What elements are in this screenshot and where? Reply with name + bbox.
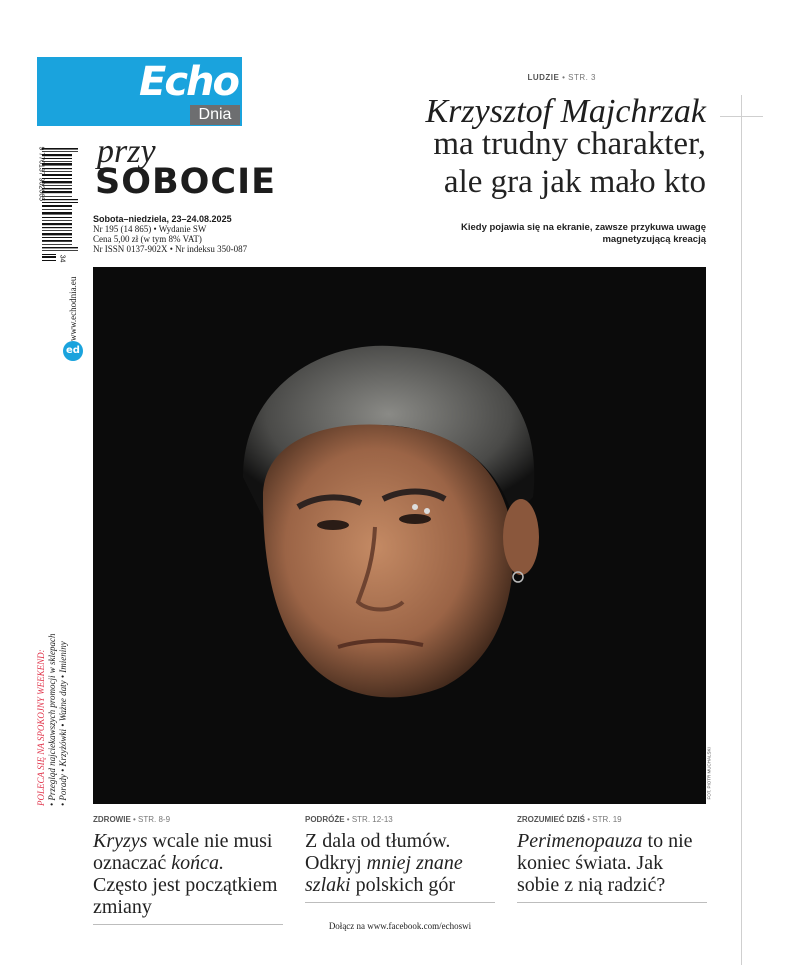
teaser-title-part: Z dala od tłumów. Odkryj bbox=[305, 830, 451, 874]
teaser-title bbox=[517, 830, 707, 896]
teaser-title-part: wcale nie musi oznaczać bbox=[93, 830, 273, 874]
crop-mark-vertical bbox=[741, 95, 742, 965]
weekend-promo bbox=[36, 630, 76, 805]
logo-dnia-text: Dnia bbox=[190, 105, 240, 125]
portrait-illustration bbox=[93, 267, 706, 804]
website-link[interactable]: www.echodnia.eu bbox=[68, 276, 78, 341]
promo-line-2: • Porady • Krzyżówki • Ważne daty • Imieniny bbox=[58, 641, 68, 806]
photo-credit-text: FOT. PIOTR MUCHALSKI bbox=[706, 747, 712, 800]
headline-line-1: ma trudny charakter, bbox=[433, 126, 706, 162]
teaser-title-part: końca. bbox=[171, 852, 225, 874]
teaser-kicker bbox=[517, 815, 707, 824]
teaser-title bbox=[93, 830, 283, 918]
teaser-section: PODRÓŻE bbox=[305, 815, 345, 824]
promo-title: POLECA SIĘ NA SPOKOJNY WEEKEND: bbox=[36, 649, 46, 806]
headline-name[interactable]: Krzysztof Majchrzak bbox=[425, 93, 706, 130]
teaser-title-part: polskich gór bbox=[350, 874, 455, 896]
headline-line-2: ale gra jak mało kto bbox=[443, 164, 706, 200]
main-kicker bbox=[0, 73, 596, 82]
teaser-page: • STR. 19 bbox=[587, 815, 622, 824]
photo-credit bbox=[704, 747, 714, 800]
teaser-title-part: Często jest początkiem zmiany bbox=[93, 874, 278, 918]
teaser-title-part: Kryzys bbox=[93, 830, 148, 852]
teaser-divider bbox=[305, 902, 495, 903]
logo-echo-text: Echo bbox=[139, 59, 238, 105]
ed-badge-icon: ed bbox=[63, 341, 83, 361]
lead-text bbox=[0, 222, 706, 246]
teaser-title-part: Perimenopauza bbox=[517, 830, 643, 852]
cover-photo[interactable] bbox=[93, 267, 706, 804]
lead-line-2: magnetyzującą kreacją bbox=[602, 234, 706, 245]
teaser-understand-today[interactable] bbox=[517, 815, 707, 903]
issue-number: Nr 195 (14 865) • Wydanie SW bbox=[93, 224, 207, 234]
issue-price: Cena 5,00 zł (w tym 8% VAT) bbox=[93, 234, 202, 244]
teaser-divider bbox=[517, 902, 707, 903]
website-vertical[interactable] bbox=[67, 270, 79, 340]
teaser-kicker bbox=[93, 815, 283, 824]
teaser-health[interactable] bbox=[93, 815, 283, 925]
teaser-title-part: mniej znane szlaki bbox=[305, 852, 463, 896]
lead-line-1: Kiedy pojawia się na ekranie, zawsze przykuwa uwagę bbox=[461, 222, 706, 233]
teaser-kicker bbox=[305, 815, 495, 824]
footer-facebook-link[interactable]: Dołącz na www.facebook.com/echoswi bbox=[328, 921, 472, 931]
headline-text[interactable] bbox=[0, 125, 706, 201]
teaser-title bbox=[305, 830, 495, 896]
teaser-section: ZROZUMIEĆ DZIŚ bbox=[517, 815, 585, 824]
teaser-travel[interactable] bbox=[305, 815, 495, 903]
issue-date: Sobota–niedziela, 23–24.08.2025 bbox=[93, 214, 232, 224]
supplement-title-przy: przy bbox=[97, 133, 156, 170]
promo-line-1: • Przegląd najciekawszych promocji w sklepach bbox=[47, 633, 57, 806]
teaser-title-part: to nie koniec świata. Jak sobie z nią radzić? bbox=[517, 830, 693, 896]
barcode-number: 9 770137 902065 bbox=[37, 146, 45, 201]
crop-mark-horizontal bbox=[720, 116, 763, 117]
barcode-issue-code: 34 bbox=[58, 254, 66, 263]
teaser-page: • STR. 12-13 bbox=[346, 815, 393, 824]
main-kicker-page: • STR. 3 bbox=[562, 73, 596, 82]
issue-issn: Nr ISSN 0137-902X • Nr indeksu 350-087 bbox=[93, 244, 248, 254]
teaser-page: • STR. 8-9 bbox=[133, 815, 171, 824]
teaser-section: ZDROWIE bbox=[93, 815, 131, 824]
supplement-title-sobocie: SOBOCIE bbox=[95, 162, 277, 202]
main-kicker-section: LUDZIE bbox=[527, 73, 560, 82]
